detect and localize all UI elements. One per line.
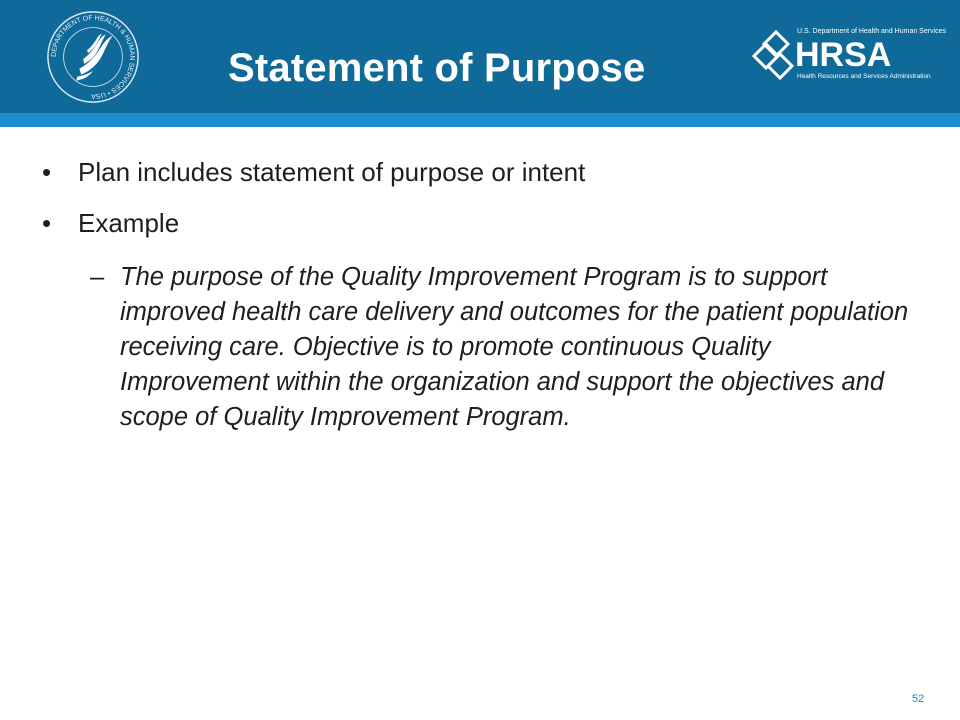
page-number: 52 bbox=[912, 693, 925, 705]
bullet-marker: • bbox=[42, 157, 52, 187]
logo-subline: Health Resources and Services Administration bbox=[797, 73, 931, 80]
logo-wordmark: HRSA bbox=[795, 36, 892, 74]
seal-text: DEPARTMENT OF HEALTH & HUMAN SERVICES • USA bbox=[50, 14, 136, 100]
logo-topline: U.S. Department of Health and Human Services bbox=[797, 28, 947, 35]
bullet-marker: • bbox=[42, 208, 52, 238]
sub-bullet-text: The purpose of the Quality Improvement Program is to support improved health care delivery and outcomes for the patient population receiving care. Objective is to promote continuous Quality Improvement within the organization and support the objectives and scope of Quality Improvement Program. bbox=[120, 263, 909, 431]
bullet-item bbox=[42, 157, 585, 188]
slide-title: Statement of Purpose bbox=[228, 46, 646, 90]
bullet-text: Example bbox=[78, 208, 180, 238]
sub-bullet-item bbox=[90, 260, 920, 435]
bullet-item bbox=[42, 208, 179, 239]
bullet-text: Plan includes statement of purpose or intent bbox=[78, 157, 586, 187]
sub-bullet-marker: – bbox=[90, 263, 105, 291]
